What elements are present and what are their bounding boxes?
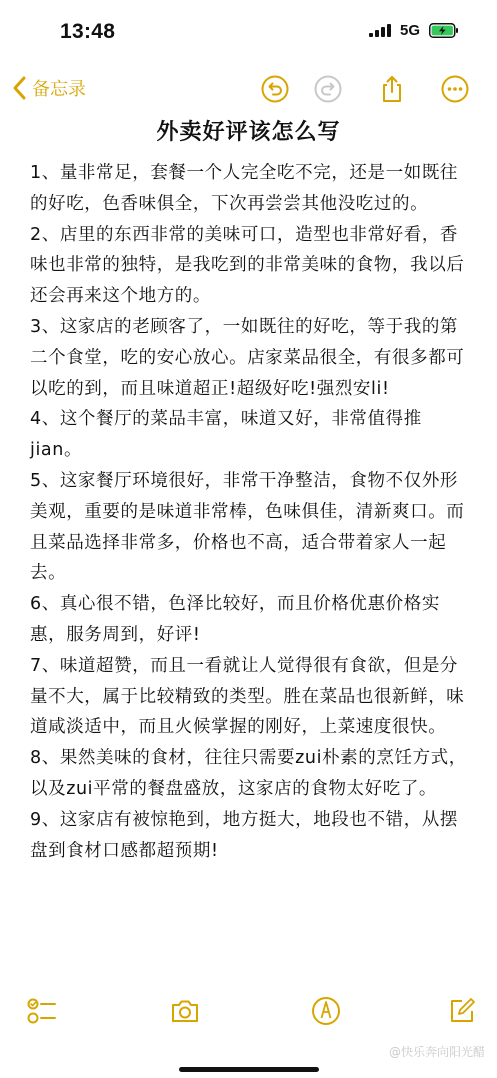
share-icon[interactable] bbox=[377, 74, 407, 104]
status-time: 13:48 bbox=[60, 20, 116, 43]
note-paragraph: 8、果然美味的食材，往往只需要zui朴素的烹饪方式，以及zui平常的餐盘盛放，这家店的食物太好吃了。 bbox=[30, 748, 467, 799]
back-button[interactable] bbox=[10, 74, 86, 102]
compose-icon[interactable] bbox=[446, 995, 478, 1027]
back-label: 备忘录 bbox=[32, 79, 86, 100]
note-paragraph: 6、真心很不错，色泽比较好，而且价格优惠价格实惠，服务周到，好评! bbox=[30, 594, 440, 645]
chevron-left-icon bbox=[10, 74, 30, 102]
camera-icon[interactable] bbox=[169, 995, 201, 1027]
home-indicator[interactable] bbox=[179, 1067, 319, 1072]
nav-bar bbox=[0, 68, 497, 110]
more-icon[interactable] bbox=[440, 74, 470, 104]
watermark: @快乐奔向阳光醋 bbox=[388, 1045, 485, 1059]
network-type: 5G bbox=[399, 22, 420, 39]
checklist-icon[interactable] bbox=[26, 995, 58, 1027]
status-indicators bbox=[369, 22, 459, 39]
redo-icon[interactable] bbox=[313, 74, 343, 104]
note-body[interactable] bbox=[30, 158, 470, 866]
note-paragraph: 2、店里的东西非常的美味可口，造型也非常好看，香味也非常的独特，是我吃到的非常美味的食物，我以后还会再来这个地方的。 bbox=[30, 224, 465, 307]
cellular-signal-icon bbox=[369, 24, 391, 37]
note-paragraph: 3、这家店的老顾客了，一如既往的好吃，等于我的第二个食堂，吃的安心放心。店家菜品很全，有很多都可以吃的到，而且味道超正!超级好吃!强烈安li! bbox=[30, 316, 465, 399]
note-paragraph: 4、这个餐厅的菜品丰富，味道又好，非常值得推jian。 bbox=[30, 409, 422, 461]
status-bar bbox=[0, 0, 497, 64]
note-title[interactable]: 外卖好评该怎么写 bbox=[156, 120, 341, 145]
note-paragraph: 9、这家店有被惊艳到，地方挺大，地段也不错，从摆盘到食材口感都超预期! bbox=[30, 809, 459, 861]
bottom-toolbar bbox=[0, 995, 497, 1035]
note-paragraph: 7、味道超赞，而且一看就让人觉得很有食欲，但是分量不大，属于比较精致的类型。胜在菜品也很新鲜，味道咸淡适中，而且火候掌握的刚好，上菜速度很快。 bbox=[30, 655, 465, 738]
note-paragraph: 5、这家餐厅环境很好，非常干净整洁，食物不仅外形美观，重要的是味道非常棒，色味俱佳，清新爽口。而且菜品选择非常多，价格也不高，适合带着家人一起去。 bbox=[30, 470, 465, 584]
note-paragraph: 1、量非常足，套餐一个人完全吃不完，还是一如既往的好吃，色香味俱全，下次再尝尝其他没吃过的。 bbox=[30, 163, 459, 214]
battery-charging-icon bbox=[429, 23, 459, 38]
undo-icon[interactable] bbox=[260, 74, 290, 104]
markup-icon[interactable] bbox=[310, 995, 342, 1027]
